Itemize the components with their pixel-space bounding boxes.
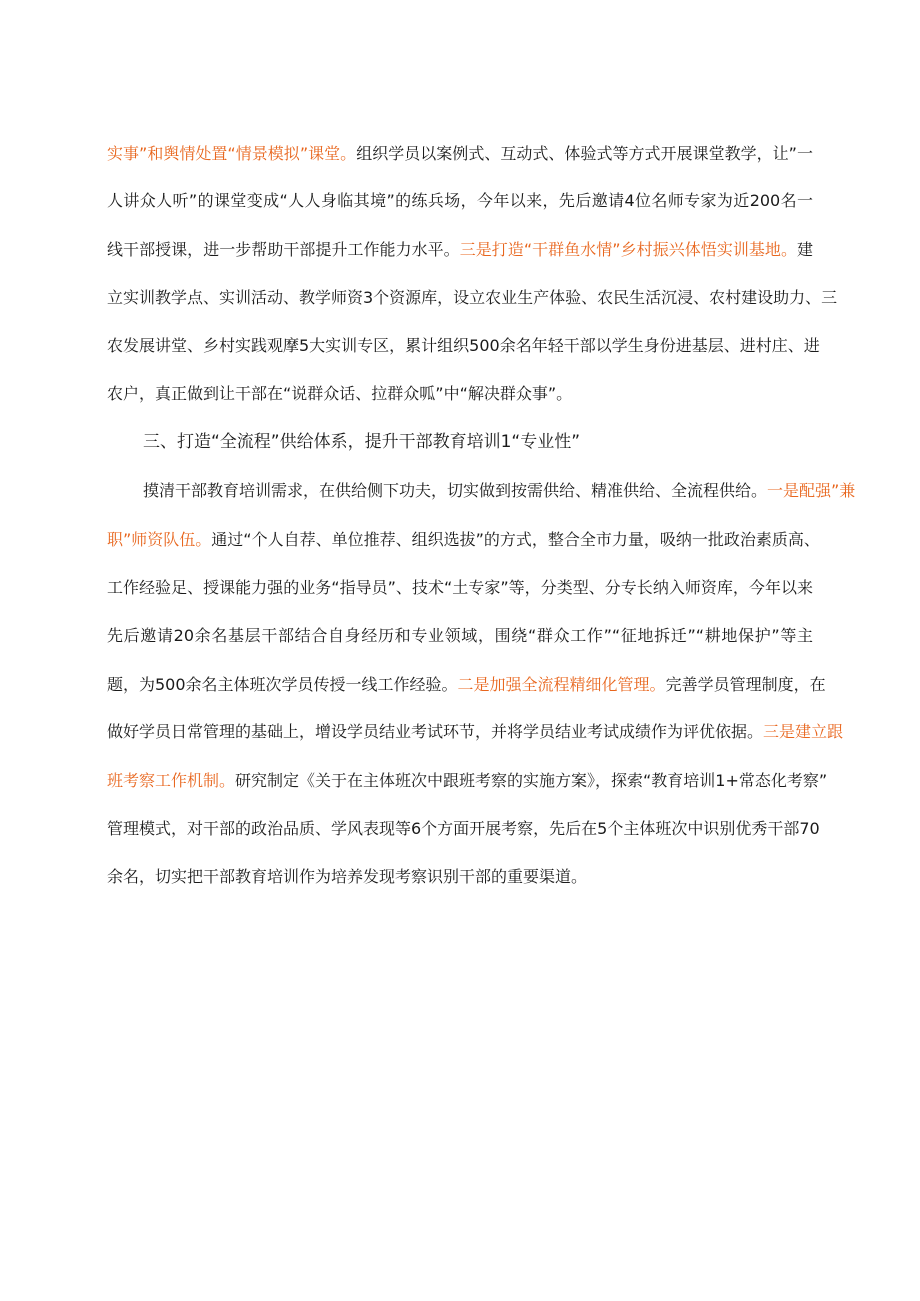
body-text: 农户，真正做到让干部在“说群众话、拉群众呱”中“解决群众事”。 (107, 384, 573, 403)
paragraph-1-line-3 (107, 239, 813, 261)
body-text: 完善学员管理制度，在 (665, 675, 826, 694)
highlight-text: 三是建立跟 (763, 722, 844, 741)
body-text: 摸清干部教育培训需求，在供给侧下功夫，切实做到按需供给、精准供给、全流程供给。 (143, 481, 768, 500)
paragraph-2-line-8 (107, 818, 820, 840)
paragraph-2-line-4 (107, 625, 813, 647)
highlight-text: 实事”和舆情处置“情景模拟”课堂。 (107, 144, 357, 163)
body-text: 通过“个人自荐、单位推荐、组织选拔”的方式，整合全市力量，吸纳一批政治素质高、 (211, 530, 820, 549)
body-text: 题，为500余名主体班次学员传授一线工作经验。 (107, 675, 458, 694)
body-text: 立实训教学点、实训活动、教学师资3个资源库，设立农业生产体验、农民生活沉浸、农村建设助力、三 (107, 288, 838, 307)
body-text: 农发展讲堂、乡村实践观摩5大实训专区，累计组织500余名年轻干部以学生身份进基层、进村庄、进 (107, 336, 820, 355)
paragraph-1-line-2 (107, 190, 813, 212)
highlight-text: 职”师资队伍。 (107, 530, 212, 549)
paragraph-2-line-6 (107, 721, 844, 743)
body-text: 管理模式，对干部的政治品质、学风表现等6个方面开展考察，先后在5个主体班次中识别优秀干部70 (107, 819, 820, 838)
paragraph-2-line-9 (107, 866, 813, 888)
paragraph-2-line-1 (143, 480, 856, 502)
highlight-text: 班考察工作机制。 (107, 771, 236, 790)
body-text: 余名，切实把干部教育培训作为培养发现考察识别干部的重要渠道。 (107, 867, 588, 886)
paragraph-1-line-5 (107, 335, 820, 357)
paragraph-2-line-7 (107, 770, 828, 792)
paragraph-1-line-4 (107, 287, 838, 309)
body-text: 线干部授课，进一步帮助干部提升工作能力水平。 (107, 240, 460, 259)
body-text: 研究制定《关于在主体班次中跟班考察的实施方案》，探索“教育培训1+常态化考察” (235, 771, 828, 790)
body-text: 先后邀请20余名基层干部结合自身经历和专业领域，围绕“群众工作”“征地拆迁”“耕地保护”等主 (107, 626, 813, 645)
body-text: 建 (796, 240, 813, 259)
paragraph-1-line-1 (107, 143, 813, 165)
body-text: 组织学员以案例式、互动式、体验式等方式开展课堂教学，让”一 (356, 144, 813, 163)
section-heading: 三、打造“全流程”供给体系，提升干部教育培训1“专业性” (143, 432, 581, 452)
highlight-text: 二是加强全流程精细化管理。 (457, 675, 666, 694)
body-text: 做好学员日常管理的基础上，增设学员结业考试环节，并将学员结业考试成绩作为评优依据。 (107, 722, 764, 741)
paragraph-2-line-3 (107, 577, 813, 599)
highlight-text: 一是配强”兼 (767, 481, 856, 500)
body-text: 人讲众人听”的课堂变成“人人身临其境”的练兵场，今年以来，先后邀请4位名师专家为近200名一 (107, 191, 813, 210)
body-text: 工作经验足、授课能力强的业务“指导员”、技术“土专家”等，分类型、分专长纳入师资库，今年以来 (107, 578, 813, 597)
highlight-text: 三是打造“干群鱼水情”乡村振兴体悟实训基地。 (459, 240, 797, 259)
paragraph-1-line-6 (107, 383, 813, 405)
paragraph-2-line-5 (107, 674, 826, 696)
paragraph-2-line-2 (107, 529, 820, 551)
